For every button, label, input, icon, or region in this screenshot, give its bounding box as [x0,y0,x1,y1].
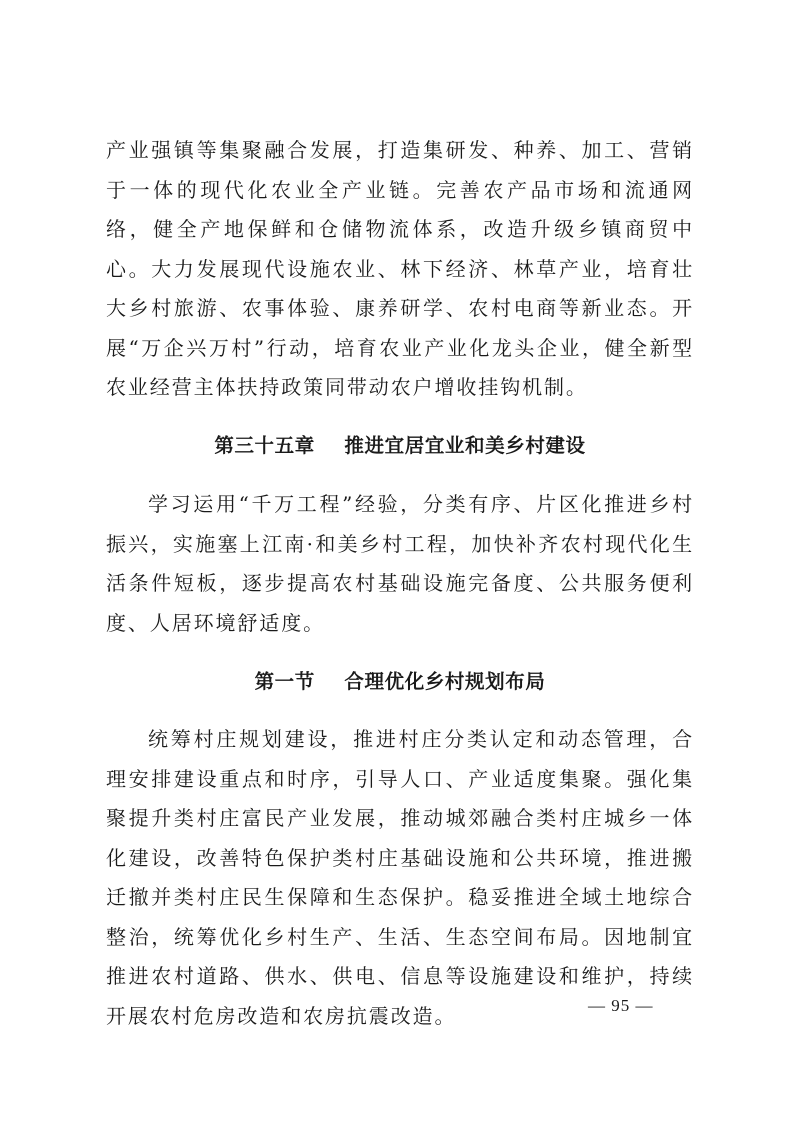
page-number: — 95 — [588,996,654,1015]
body-paragraph-chapter-intro: 学习运用“千万工程”经验，分类有序、片区化推进乡村振兴，实施塞上江南·和美乡村工程，加快补齐农村现代化生活条件短板，逐步提高农村基础设施完备度、公共服务便利度、人居环境舒适度。 [106,492,694,635]
section-heading: 第一节 合理优化乡村规划布局 [254,670,546,693]
body-paragraph-section: 统筹村庄规划建设，推进村庄分类认定和动态管理，合理安排建设重点和时序，引导人口、产业适度集聚。强化集聚提升类村庄富民产业发展，推动城郊融合类村庄城乡一体化建设，改善特色保护类村庄基础设施和公共环境，推进搬迁撤并类村庄民生保障和生态保护。稳妥推进全域土地综合整治，统筹优化乡村生产、生活、生态空间布局。因地制宜推进农村道路、供水、供电、信息等设施建设和维护，持续开展农村危房改造和农房抗震改造。 [106,727,694,1028]
chapter-heading: 第三十五章 推进宜居宜业和美乡村建设 [214,434,586,457]
body-paragraph-continued: 产业强镇等集聚融合发展，打造集研发、种养、加工、营销于一体的现代化农业全产业链。完善农产品市场和流通网络，健全产地保鲜和仓储物流体系，改造升级乡镇商贸中心。大力发展现代设施农业、林下经济、林草产业，培育壮大乡村旅游、农事体验、康养研学、农村电商等新业态。开展“万企兴万村”行动，培育农业产业化龙头企业，健全新型农业经营主体扶持政策同带动农户增收挂钩机制。 [106,138,694,399]
